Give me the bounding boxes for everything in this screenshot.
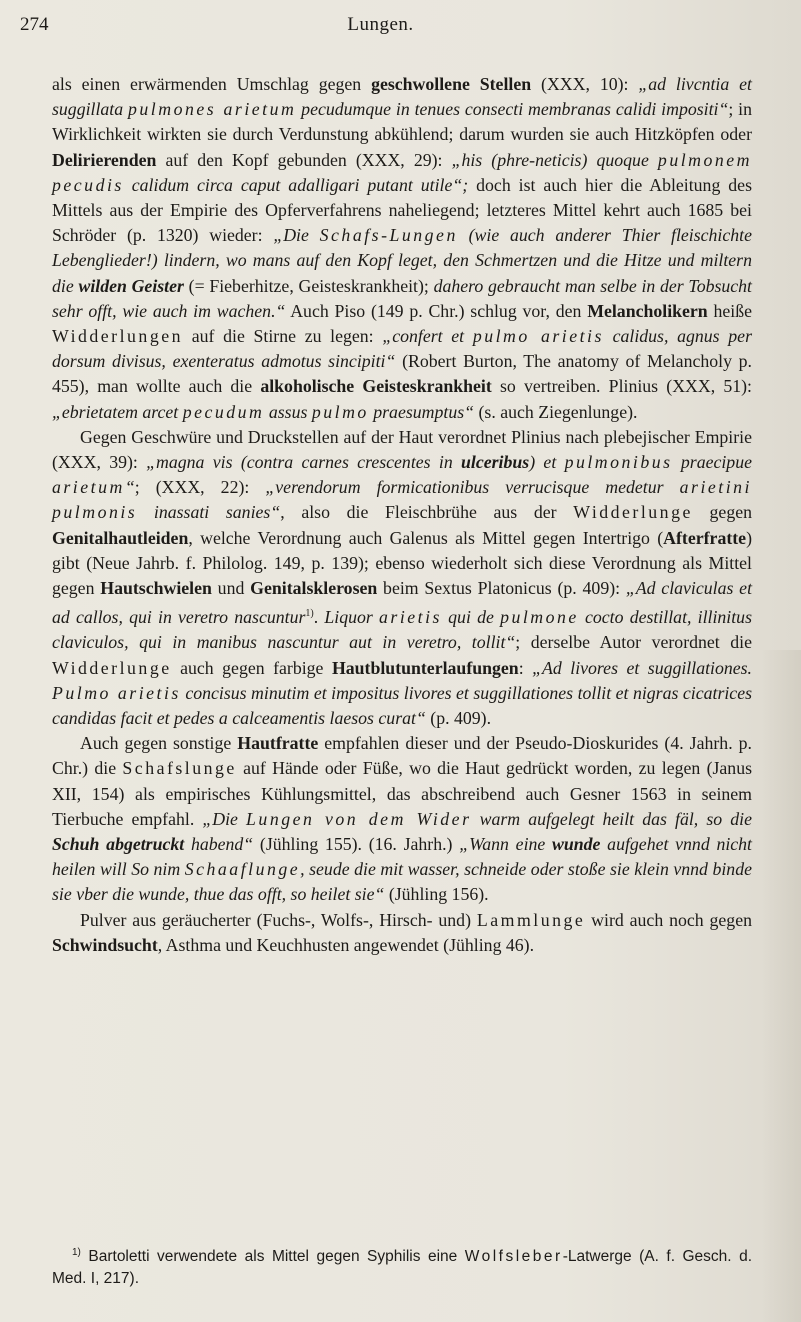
text-run: Wolfsleber <box>464 1248 563 1266</box>
text-run: auf den Kopf gebunden (XXX, 29): <box>156 149 452 170</box>
text-run: (= Fieberhitze, Geisteskrankheit); <box>183 275 434 296</box>
text-run: inassati sanies“ <box>137 502 281 523</box>
text-run: auf die Stirne zu legen: <box>183 326 383 347</box>
text-run: „verendorum formicationibus verrucisque medetur <box>265 477 680 498</box>
text-run: so vertreiben. Plinius (XXX, 51): <box>491 376 753 397</box>
text-run: pulmonem pecudis <box>52 149 752 195</box>
text-run: Widderlunge <box>52 657 172 678</box>
text-run: wilden Geister <box>78 275 184 296</box>
text-run: (s. auch Ziegenlunge). <box>474 401 638 422</box>
text-run: qui de <box>441 607 501 628</box>
text-run: habend“ <box>184 834 254 855</box>
text-run: concisus minutim et impositus livores et suggillationes tollit et nigras cicatrices candidas facit et pedes a calceamentis laesos curat“ <box>52 682 753 728</box>
text-run: pulmo arietis <box>472 326 604 347</box>
text-run: Gegen Geschwüre und Druckstellen auf der Haut verordnet Plinius nach plebejischer Empirie (XXX, 39): <box>52 426 752 473</box>
text-run: Afterfratte <box>663 527 747 548</box>
text-run: -Latwerge (A. f. Gesch. d. Med. I, 217). <box>52 1248 752 1288</box>
text-run: ; (XXX, 22): <box>134 477 266 498</box>
text-run: heiße <box>707 300 752 321</box>
footnote-text <box>52 1242 752 1290</box>
text-run: alkoholische Geisteskrankheit <box>260 376 492 397</box>
text-run: Lammlunge <box>476 909 586 930</box>
text-run: (XXX, 10): <box>531 74 639 94</box>
footnote <box>52 1242 752 1290</box>
paragraph-2 <box>52 425 752 731</box>
text-run: arietini pulmonis <box>52 477 752 523</box>
text-run: Auch gegen sonstige <box>80 733 238 754</box>
text-run: Hautblutunterlaufungen <box>331 657 519 678</box>
text-run: Liquor <box>324 607 380 628</box>
text-run: praecipue <box>672 452 752 473</box>
text-run: als einen erwärmenden Umschlag gegen <box>52 74 372 94</box>
text-run: „his (phre-neticis) quoque <box>451 149 658 170</box>
text-run: Auch Piso (149 p. Chr.) schlug vor, den <box>285 300 588 321</box>
text-run: praesumptus“ <box>368 401 475 422</box>
text-run: “ <box>124 477 135 498</box>
body-text <box>52 72 752 958</box>
text-run: arietis <box>379 607 442 628</box>
text-run: „Ad claviculas et ad callos, qui in veretro nascuntur <box>52 578 753 628</box>
text-run: Bartoletti verwendete als Mittel gegen Syphilis eine <box>80 1248 465 1266</box>
text-run: Melancholikern <box>587 300 708 321</box>
text-run: „Ad livores et suggillationes. <box>532 657 753 678</box>
text-run: warm aufgelegt heilt das fäl, so die <box>471 808 752 829</box>
text-run: wunde <box>552 834 601 855</box>
text-run: , also die Fleischbrühe aus der <box>280 502 574 523</box>
paragraph-4 <box>52 908 752 958</box>
text-run: „ad livcntia et suggillata <box>52 74 752 120</box>
text-run: Lungen von dem Wider <box>246 808 472 829</box>
text-run: auch gegen farbige <box>171 657 332 678</box>
paragraph-3 <box>52 731 752 907</box>
text-run: Schuh abgetruckt <box>52 834 185 855</box>
text-run: Pulver aus geräucherter (Fuchs-, Wolfs-, Hirsch- und) <box>80 909 477 930</box>
text-run: , seude die mit wasser, schneide oder stoße sie klein vnnd binde sie vber die wunde, thue das offt, so heilet sie“ <box>52 859 752 905</box>
text-run: Widderlungen <box>52 326 184 347</box>
text-run: Schwindsucht <box>52 934 158 955</box>
text-run: ) et <box>529 452 565 473</box>
text-run: ; derselbe Autor verordnet die <box>515 632 752 653</box>
text-run: wird auch noch gegen <box>585 909 752 930</box>
text-run: assus <box>264 401 312 422</box>
footnote-marker: 1) <box>72 1247 81 1258</box>
text-run: pecudumque in tenues consecti membranas calidi impositi“ <box>296 99 729 120</box>
text-run: Genitalsklerosen <box>250 578 378 599</box>
text-run: (p. 409). <box>425 708 492 728</box>
text-run: , Asthma und Keuchhusten angewendet (Jühling 46). <box>157 934 535 955</box>
text-run: ; in Wirklichkeit wirkten sie durch Verdunstung abkühlend; darum wurden sie auch Hitzköpfen oder <box>52 99 753 145</box>
text-run: (wie auch anderer Thier fleischichte Lebenglieder!) lindern, wo mans auf den Kopf leget, den Schmertzen und die Hitze und miltern die <box>52 225 752 296</box>
text-run: , welche Verordnung auch Galenus als Mittel gegen Intertrigo ( <box>188 527 664 548</box>
text-run: auf Hände oder Füße, wo die Haut gedrückt worden, zu legen (Janus XII, 154) als empirisches Kühlungsmittel, das abschreibend auch Gesner 1563 in seinem Tierbuche empfahl. <box>52 758 752 829</box>
text-run: Schafslunge <box>122 758 237 779</box>
text-run: Hautfratte <box>237 733 319 754</box>
text-run: doch ist auch hier die Ableitung des Mittels aus der Empirie des Opferverfahrens naheliegend; letzteres Mittel kehrt auch 1685 bei Schröder (p. 1320) wieder: <box>52 174 752 246</box>
text-run: pecudum <box>182 401 265 422</box>
text-run: Schafs-Lungen <box>319 225 458 246</box>
text-run: (Jühling 155). (16. Jahrh.) <box>253 834 460 855</box>
text-run: Schaaflunge <box>184 859 301 880</box>
text-run: calidum circa caput adalligari putant utile“; <box>123 174 469 195</box>
text-run: „Die <box>273 225 320 246</box>
text-run: (Jühling 156). <box>384 884 489 905</box>
text-run: . <box>313 607 325 628</box>
text-run: pulmo <box>311 401 369 422</box>
text-run: „ebrietatem arcet <box>52 401 183 422</box>
text-run: 1) <box>305 608 314 620</box>
text-run: aufgehet vnnd nicht heilen will So nim <box>52 834 752 880</box>
text-run: pulmonibus <box>564 452 673 473</box>
text-run: empfahlen dieser und der Pseudo-Dioskurides (4. Jahrh. p. Chr.) die <box>52 733 752 779</box>
text-run: Pulmo arietis <box>52 682 181 703</box>
text-run: beim Sextus Platonicus (p. 409): <box>377 578 626 599</box>
text-run: calidus, agnus per dorsum divisus, exenteratus admotus sincipiti“ <box>52 326 752 372</box>
page-edge-shadow <box>761 650 801 1322</box>
running-head: Lungen. <box>347 14 414 35</box>
page-number: 274 <box>20 14 49 35</box>
text-run: dahero gebraucht man selbe in der Tobsucht sehr offt, wie auch im wachen.“ <box>52 275 753 321</box>
text-run: : <box>518 657 533 678</box>
text-run: „Die <box>202 808 247 829</box>
text-run: ) gibt (Neue Jahrb. f. Philolog. 149, p. 139); ebenso wiederholt sich diese Verordnung als Mittel gegen <box>52 527 752 599</box>
text-run: „confert et <box>382 326 473 347</box>
text-run: „magna vis (contra carnes crescentes in <box>146 452 462 473</box>
page-header <box>20 14 741 38</box>
text-run: arietum <box>52 477 125 498</box>
text-run: pulmones arietum <box>128 99 297 120</box>
text-run: Widderlunge <box>573 502 693 523</box>
text-run: Genitalhautleiden <box>52 527 189 548</box>
text-run: und <box>211 578 251 599</box>
text-run: gegen <box>692 502 752 523</box>
text-run: (Robert Burton, The anatomy of Melancholy p. 455), man wollte auch die <box>52 351 752 397</box>
text-run: Hautschwielen <box>100 578 212 599</box>
text-run: ulceribus <box>461 452 530 473</box>
text-run: geschwollene Stellen <box>371 74 532 94</box>
text-run: cocto destillat, illinitus claviculos, qui in manibus nascuntur aut in veretro, tollit“ <box>52 607 752 653</box>
text-run: pulmone <box>500 607 579 628</box>
text-run: Delirierenden <box>52 149 157 170</box>
paragraph-1 <box>52 72 752 425</box>
text-run: „Wann eine <box>459 834 553 855</box>
